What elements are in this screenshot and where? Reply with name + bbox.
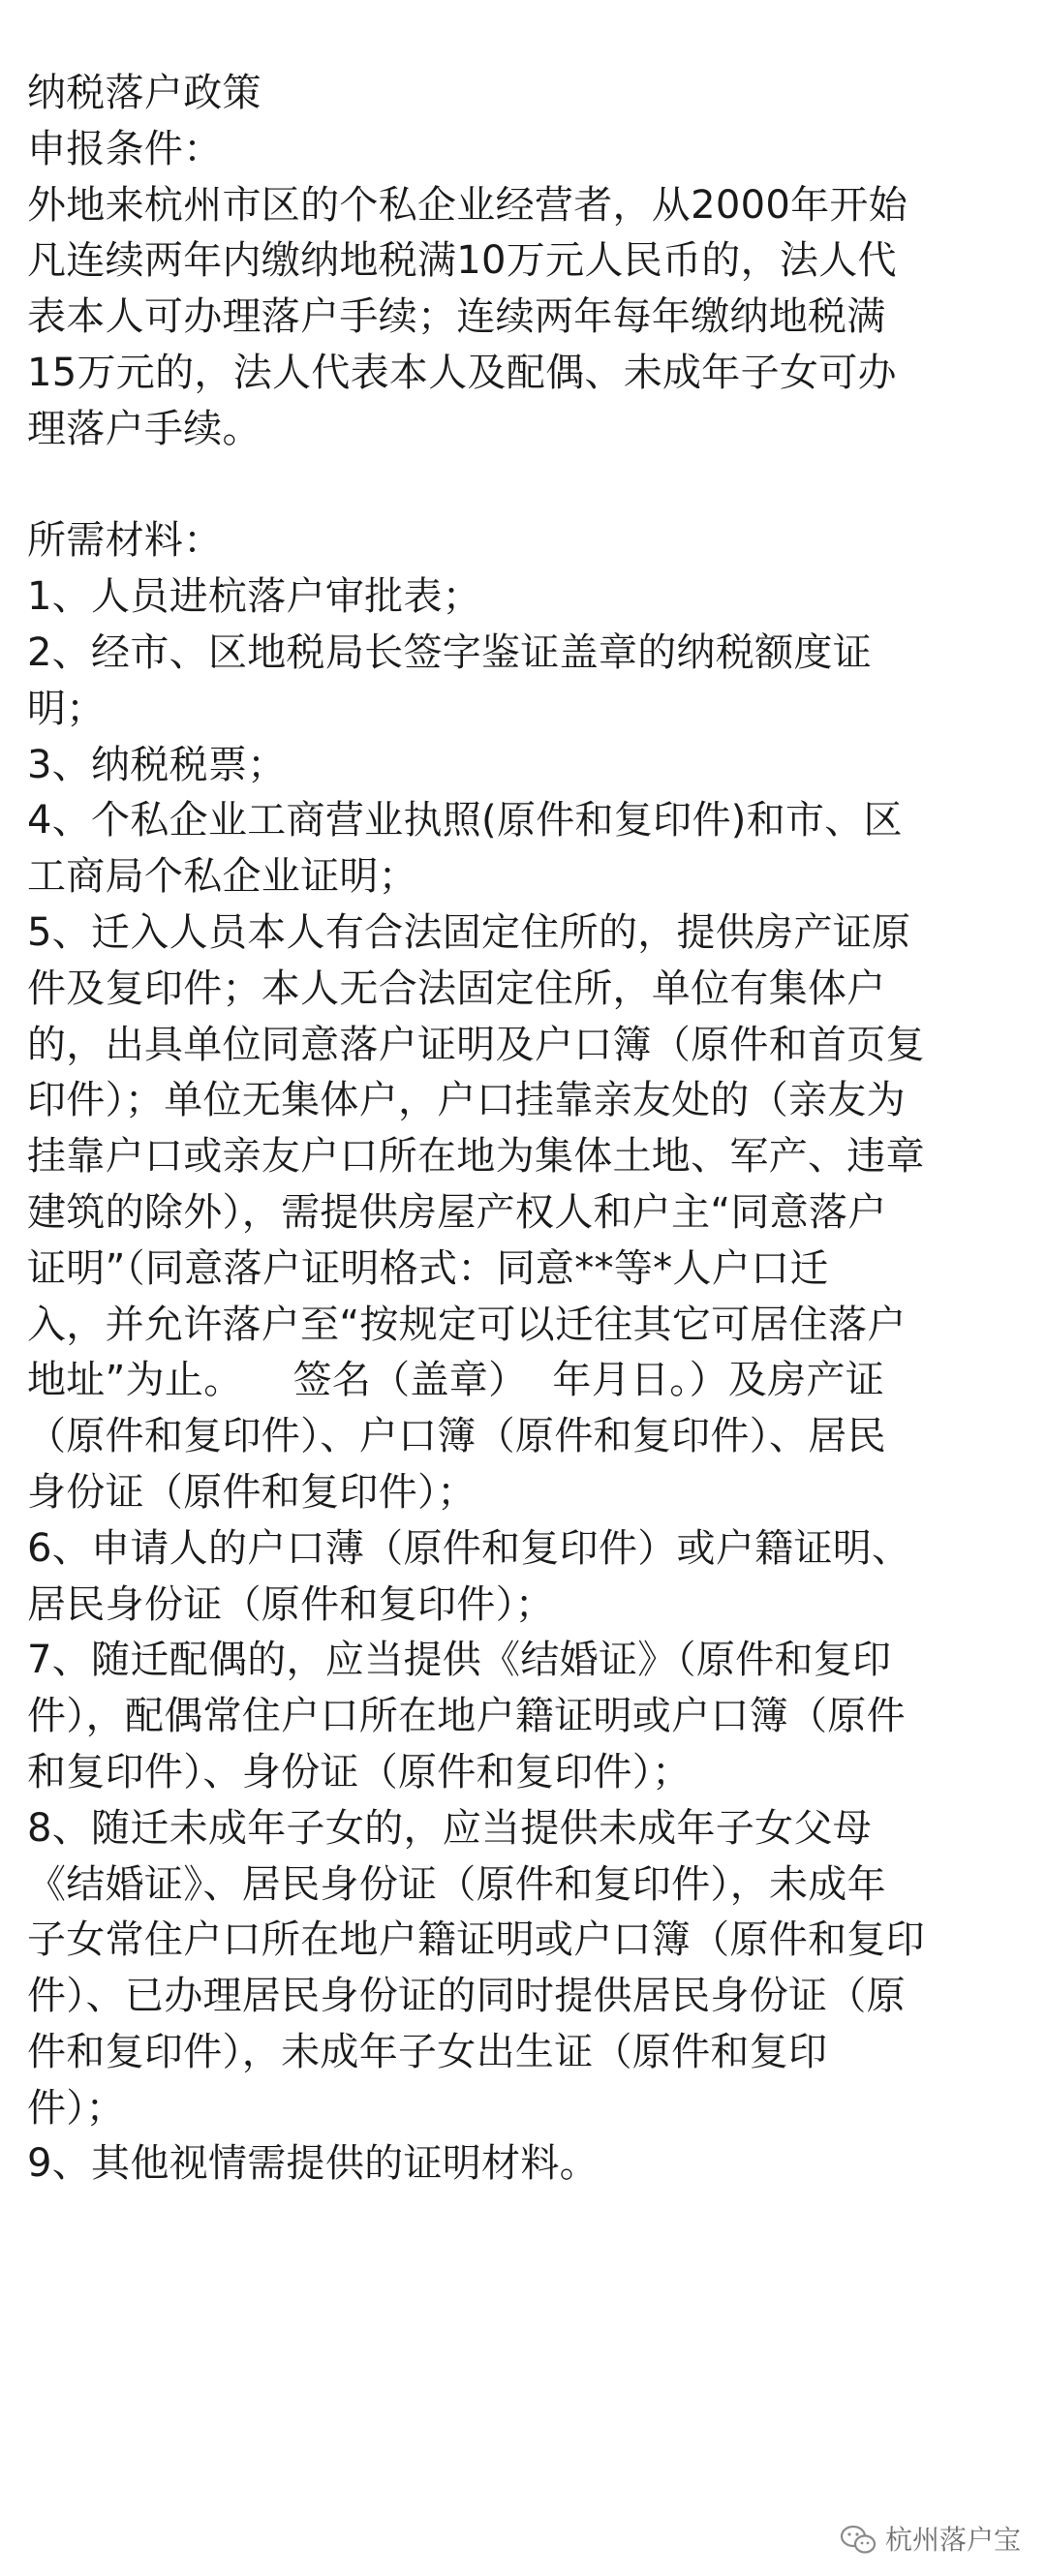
text-line: 明； (27, 686, 106, 731)
watermark (839, 2523, 1021, 2558)
text-line: 建筑的除外），需提供房屋产权人和户主“同意落户 (27, 1189, 887, 1235)
text-line: 件和复印件），未成年子女出生证（原件和复印 (27, 2029, 828, 2074)
text-line: 9、其他视情需提供的证明材料。 (27, 2141, 599, 2187)
text-line: 5、迁入人员本人有合法固定住所的，提供房产证原 (27, 909, 911, 955)
text-line: 6、申请人的户口薄（原件和复印件）或户籍证明、 (27, 1525, 911, 1571)
text-line: 1、人员进杭落户审批表； (27, 574, 482, 620)
watermark-text: 杭州落户宝 (884, 2524, 1021, 2556)
text-line: 件及复印件；本人无合法固定住所，单位有集体户 (27, 966, 886, 1011)
text-line: 身份证（原件和复印件）； (27, 1469, 477, 1515)
text-line: 和复印件）、身份证（原件和复印件）； (27, 1749, 692, 1794)
text-line: 子女常住户口所在地户籍证明或户口簿（原件和复印 (27, 1917, 925, 1963)
text-line: 15万元的，法人代表本人及配偶、未成年子女可办 (27, 350, 897, 395)
text-line: 的，出具单位同意落户证明及户口簿（原件和首页复 (27, 1022, 925, 1067)
text-line: 申报条件： (27, 126, 223, 171)
text-line: 入，并允许落户至“按规定可以迁往其它可居住落户 (27, 1302, 907, 1347)
blank-line (27, 458, 1025, 514)
text-line: 挂靠户口或亲友户口所在地为集体土地、军产、违章 (27, 1134, 925, 1180)
text-line: 8、随迁未成年子女的，应当提供未成年子女父母 (27, 1805, 873, 1851)
wechat-icon (839, 2524, 877, 2557)
text-line: 居民身份证（原件和复印件）； (27, 1581, 555, 1627)
text-line: 件），配偶常住户口所在地户籍证明或户口簿（原件 (27, 1694, 906, 1739)
text-line: 所需材料： (27, 518, 223, 564)
document-title: 纳税落户政策 (27, 71, 262, 115)
document-body (27, 66, 1025, 2193)
text-line: 理落户手续。 (27, 406, 262, 451)
text-line: 4、个私企业工商营业执照(原件和复印件)和市、区 (27, 798, 903, 843)
text-line: 《结婚证》、居民身份证（原件和复印件），未成年 (27, 1861, 886, 1907)
text-line: （原件和复印件）、户口簿（原件和复印件）、居民 (27, 1414, 886, 1459)
text-line: 地址”为止。 签名（盖章） 年月日。）及房产证 (27, 1358, 885, 1403)
text-line: 表本人可办理落户手续；连续两年每年缴纳地税满 (27, 294, 886, 340)
text-line: 工商局个私企业证明； (27, 854, 417, 900)
text-line: 件）； (27, 2085, 125, 2131)
text-line: 外地来杭州市区的个私企业经营者，从2000年开始 (27, 182, 908, 228)
text-line: 证明”（同意落户证明格式：同意**等*人户口迁 (27, 1245, 829, 1291)
text-line: 7、随迁配偶的，应当提供《结婚证》（原件和复印 (27, 1638, 892, 1683)
text-line: 件）、已办理居民身份证的同时提供居民身份证（原 (27, 1974, 906, 2019)
text-line: 凡连续两年内缴纳地税满10万元人民币的，法人代 (27, 238, 897, 284)
text-line: 2、经市、区地税局长签字鉴证盖章的纳税额度证 (27, 629, 873, 675)
text-line: 印件）；单位无集体户，户口挂靠亲友处的（亲友为 (27, 1078, 906, 1123)
text-line: 3、纳税税票； (27, 742, 287, 787)
